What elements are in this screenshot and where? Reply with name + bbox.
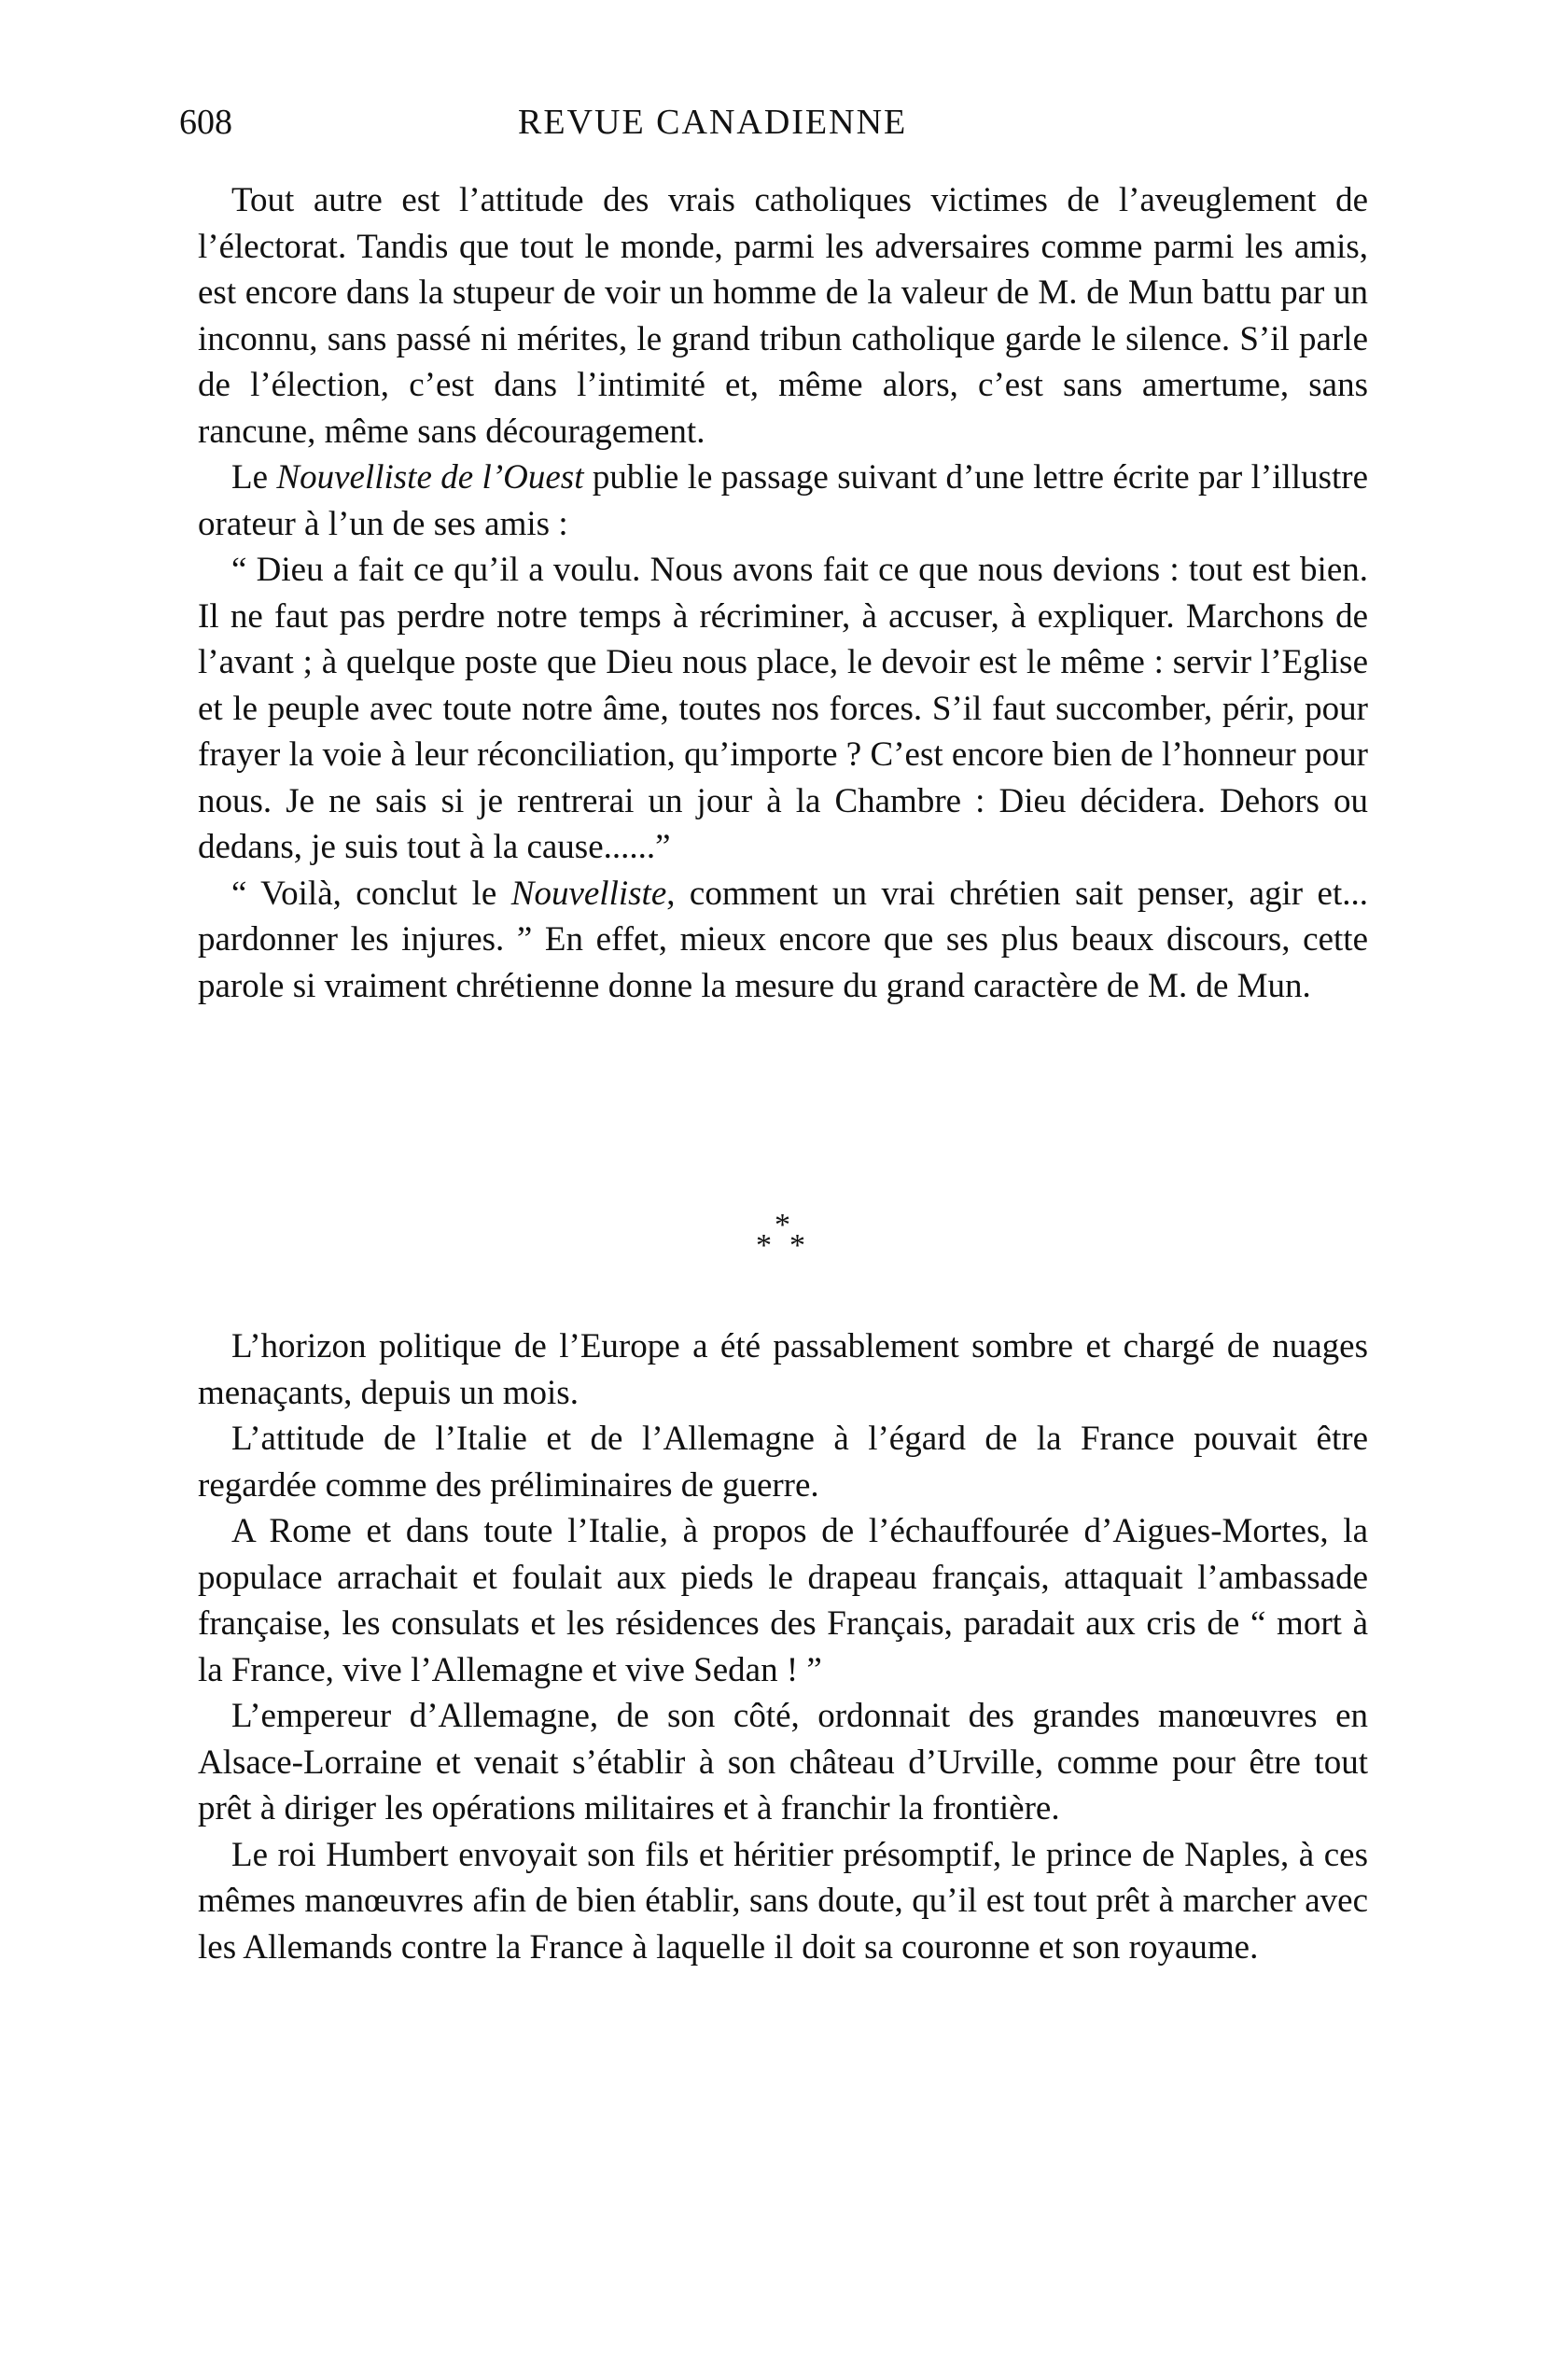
quoted-letter-paragraph: [198, 547, 1368, 871]
article-section-europe: [198, 1323, 1368, 1970]
text-run: publie le passage suivant d’une lettre écrite par l’illustre orateur à l’un de ses amis :: [198, 458, 1368, 543]
paragraph: [198, 1508, 1368, 1693]
text-run: L’horizon politique de l’Europe a été passablement sombre et chargé de nuages menaçants, depuis un mois.: [198, 1327, 1368, 1412]
asterism-star: *: [756, 1228, 772, 1263]
asterism-separator: [747, 1210, 840, 1266]
text-run: “ Dieu a fait ce qu’il a voulu. Nous avons fait ce que nous devions : tout est bien. Il ne faut pas perdre notre temps à récriminer, à accuser, à expliquer. Marchons de l’avant ; à quelque poste que Dieu nous place, le devoir est le même : servir l’Eglise et le peuple avec toute notre âme, toutes nos forces. S’il faut succomber, périr, pour frayer la voie à leur réconciliation, qu’importe ? C’est encore bien de l’honneur pour nous. Je ne sais si je rentrerai un jour à la Chambre : Dieu décidera. Dehors ou dedans, je suis tout à la cause......”: [198, 551, 1368, 866]
text-run: A Rome et dans toute l’Italie, à propos de l’échauffourée d’Aigues-Mortes, la populace arrachait et foulait aux pieds le drapeau français, attaquait l’ambassade française, les consulats et les résidences des Français, paradait aux cris de “ mort à la France, vive l’Allemagne et vive Sedan ! ”: [198, 1512, 1368, 1689]
running-title: REVUE CANADIENNE: [518, 103, 908, 142]
text-run: Tout autre est l’attitude des vrais catholiques victimes de l’aveuglement de l’électorat. Tandis que tout le monde, parmi les adversaires comme parmi les amis, est encore dans la stupeur de voir un homme de la valeur de M. de Mun battu par un inconnu, sans passé ni mérites, le grand tribun catholique garde le silence. S’il parle de l’élection, c’est dans l’intimité et, même alors, c’est sans amertume, sans rancune, même sans découragement.: [198, 181, 1368, 451]
text-run: Le: [231, 458, 277, 497]
paragraph: [198, 455, 1368, 547]
text-run: L’empereur d’Allemagne, de son côté, ordonnait des grandes manœuvres en Alsace-Lorraine et venait s’établir à son château d’Urville, comme pour être tout prêt à diriger les opérations militaires et à franchir la frontière.: [198, 1697, 1368, 1827]
newspaper-title: Nouvelliste: [510, 874, 667, 913]
article-section-de-mun: [198, 177, 1368, 1009]
text-run: , comment un vrai chrétien sait penser, agir et... pardonner les injures. ” En effet, mieux encore que ses plus beaux discours, cette parole si vraiment chrétienne donne la mesure du grand caractère de M. de Mun.: [198, 874, 1369, 1005]
asterism-star: *: [789, 1228, 805, 1263]
paragraph: [198, 1416, 1368, 1508]
text-run: L’attitude de l’Italie et de l’Allemagne à l’égard de la France pouvait être regardée comme des préliminaires de guerre.: [198, 1420, 1368, 1505]
paragraph: [198, 1323, 1368, 1416]
newspaper-title: Nouvelliste de l’Ouest: [276, 458, 584, 497]
text-run: “ Voilà, conclut le: [231, 874, 511, 913]
paragraph: [198, 177, 1368, 455]
paragraph: [198, 871, 1368, 1010]
paragraph: [198, 1693, 1368, 1832]
asterism-star: *: [775, 1208, 790, 1242]
paragraph: [198, 1832, 1368, 1971]
text-run: Le roi Humbert envoyait son fils et héritier présomptif, le prince de Naples, à ces mêmes manœuvres afin de bien établir, sans doute, qu’il est tout prêt à marcher avec les Allemands contre la France à laquelle il doit sa couronne et son royaume.: [198, 1835, 1368, 1967]
page-number: 608: [179, 103, 232, 142]
